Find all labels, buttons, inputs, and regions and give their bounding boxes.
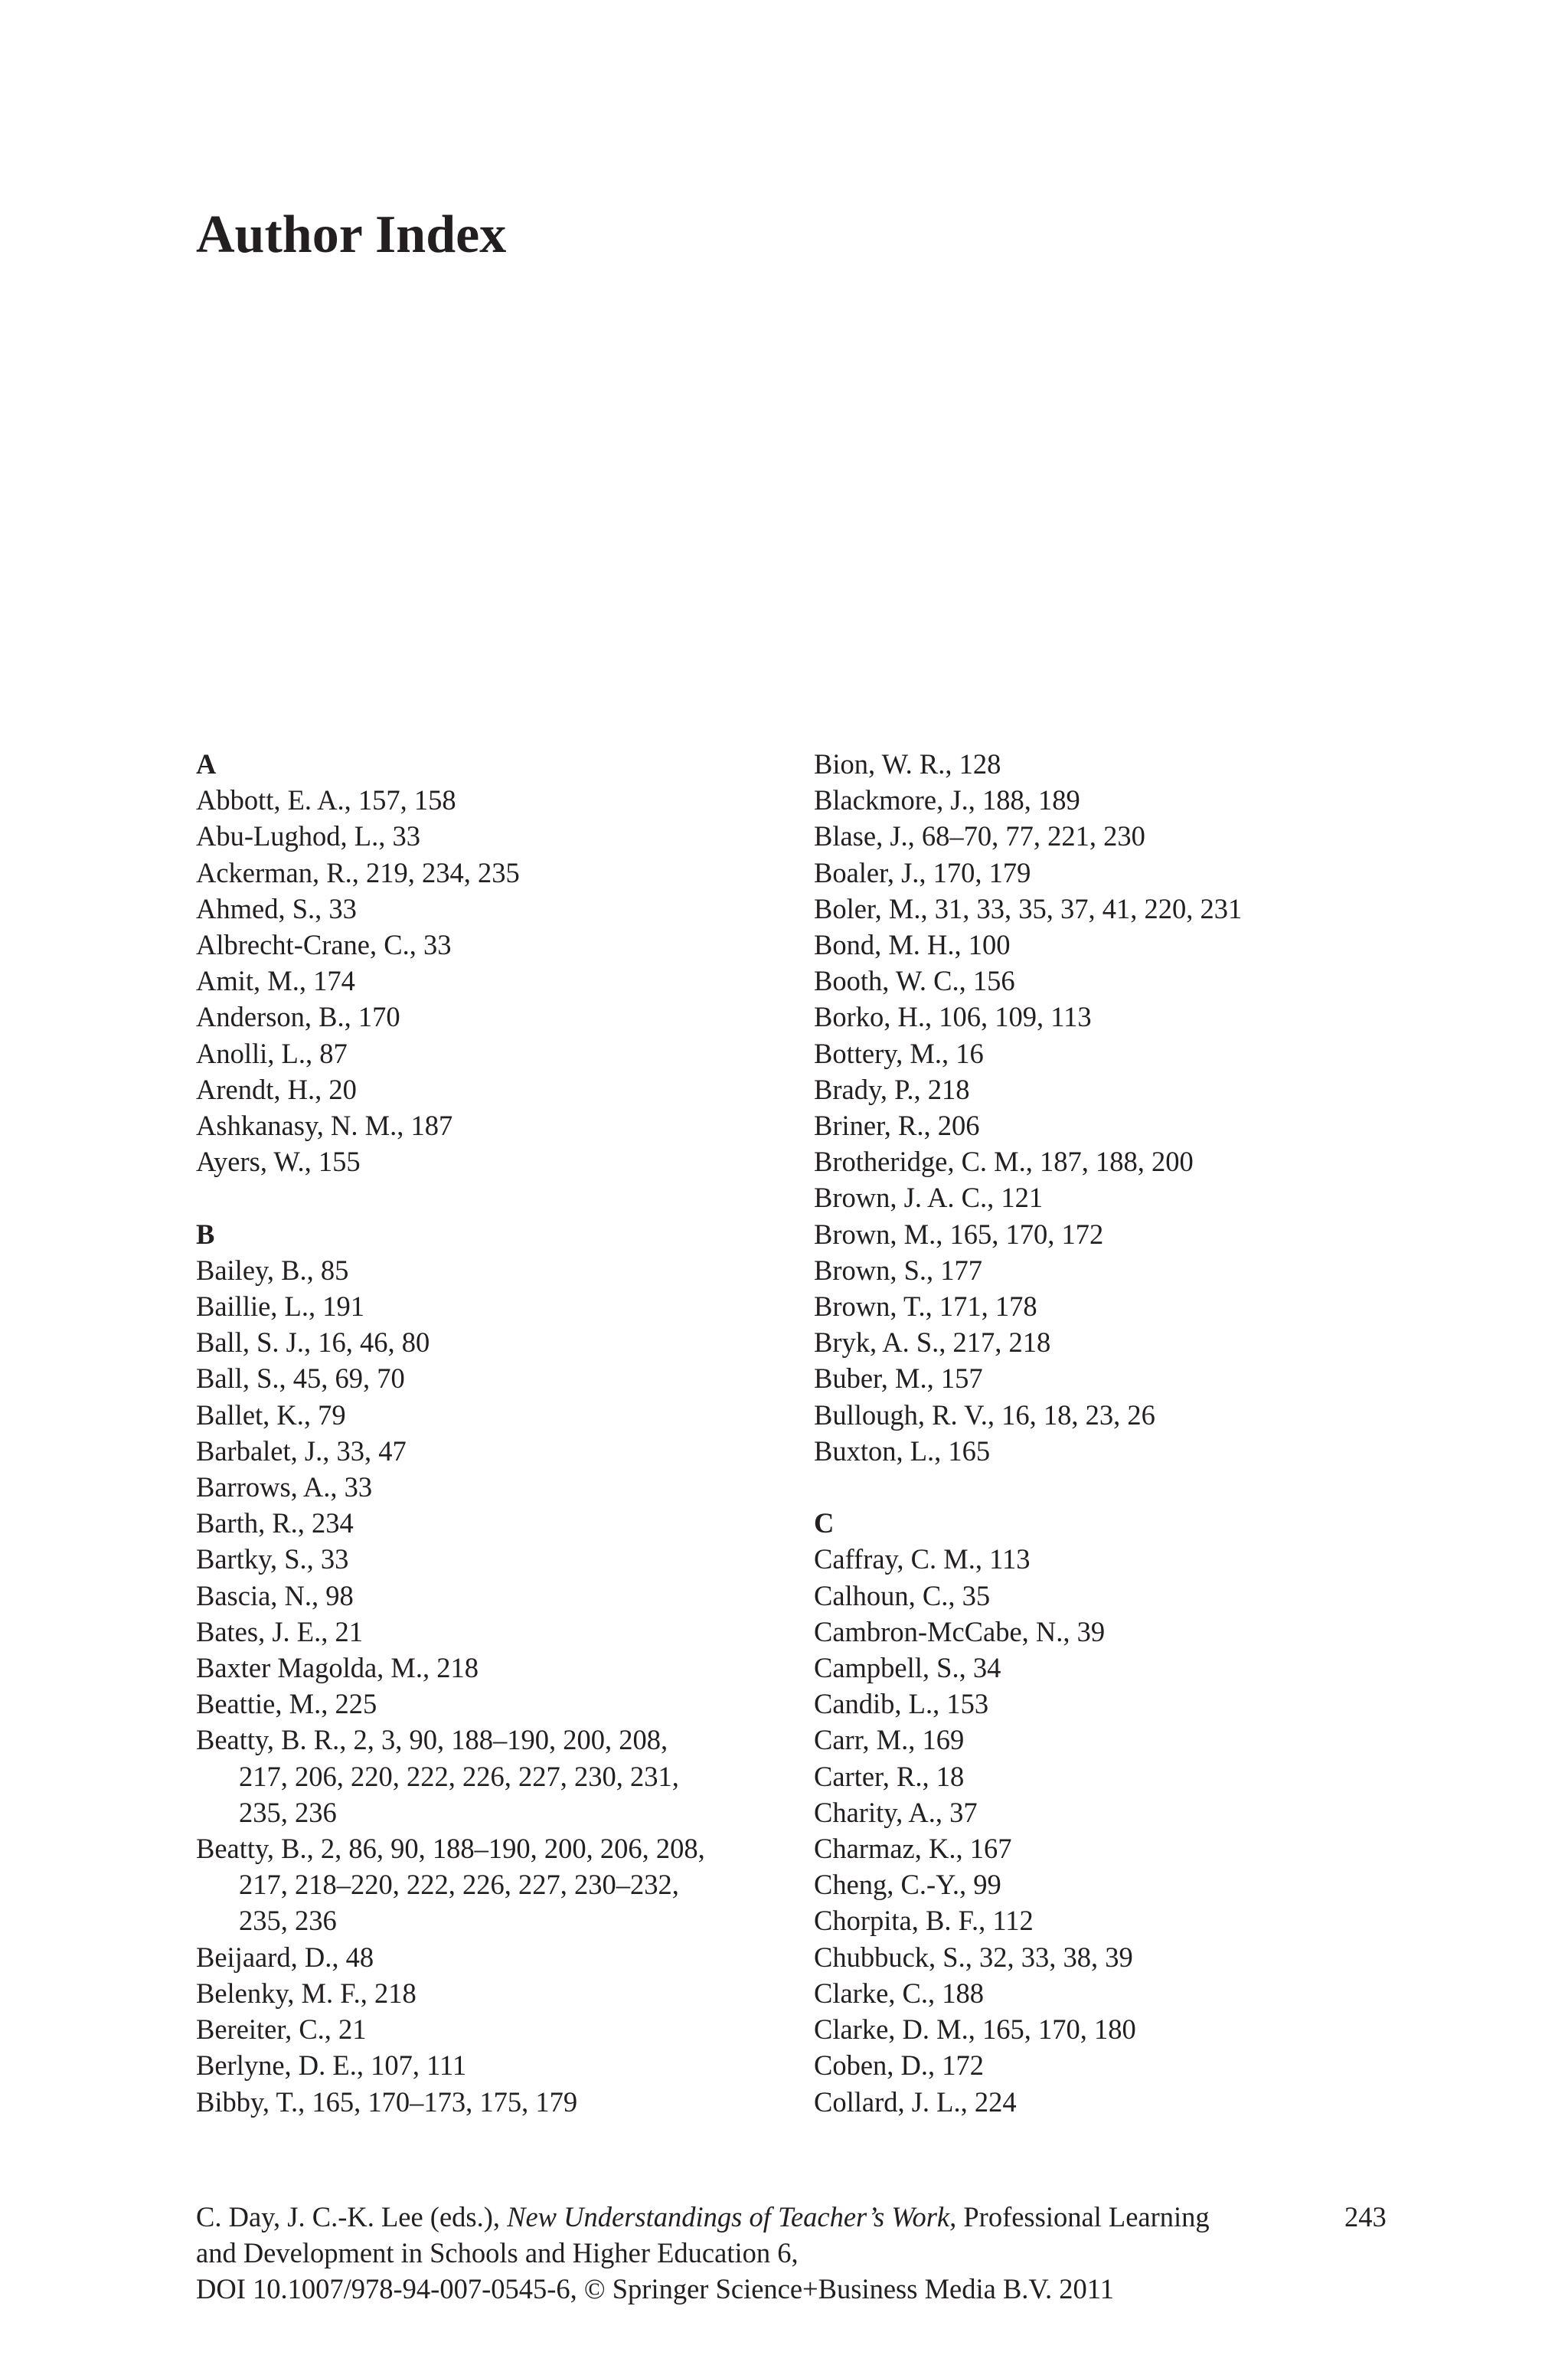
index-entry: Brown, T., 171, 178 — [814, 1290, 1037, 1323]
index-entry: Amit, M., 174 — [196, 965, 355, 997]
index-entry: Ashkanasy, N. M., 187 — [196, 1110, 453, 1142]
index-entry: Bereiter, C., 21 — [196, 2013, 367, 2046]
index-entry: Albrecht-Crane, C., 33 — [196, 929, 452, 961]
index-entry: Beatty, B., 2, 86, 90, 188–190, 200, 206, 208, — [196, 1833, 705, 1865]
footer-editors: C. Day, J. C.-K. Lee (eds.), — [196, 2201, 508, 2232]
index-entry: Arendt, H., 20 — [196, 1073, 357, 1105]
index-entry: Barrows, A., 33 — [196, 1471, 373, 1503]
index-entry: Anderson, B., 170 — [196, 1001, 400, 1033]
index-entry: Bottery, M., 16 — [814, 1037, 984, 1069]
index-entry: Campbell, S., 34 — [814, 1652, 1001, 1684]
index-entry: Barth, R., 234 — [196, 1507, 354, 1539]
section-letter: C — [814, 1507, 835, 1539]
index-entry: Brown, J. A. C., 121 — [814, 1182, 1044, 1214]
index-entry: Brown, S., 177 — [814, 1254, 983, 1286]
index-entry: Charity, A., 37 — [814, 1796, 978, 1828]
index-entry: Boaler, J., 170, 179 — [814, 856, 1031, 888]
index-entry: Charmaz, K., 167 — [814, 1833, 1012, 1865]
index-entry: Bibby, T., 165, 170–173, 175, 179 — [196, 2085, 578, 2118]
index-entry: Candib, L., 153 — [814, 1688, 989, 1720]
index-entry: Bond, M. H., 100 — [814, 929, 1011, 961]
footer-line-1 — [196, 2199, 1390, 2235]
index-entry: Collard, J. L., 224 — [814, 2085, 1017, 2118]
footer-line-3: DOI 10.1007/978-94-007-0545-6, © Springer Science+Business Media B.V. 2011 — [196, 2273, 1114, 2305]
index-entry: Abbott, E. A., 157, 158 — [196, 784, 456, 816]
index-entry: Chubbuck, S., 32, 33, 38, 39 — [814, 1941, 1133, 1973]
index-entry: Ackerman, R., 219, 234, 235 — [196, 856, 520, 888]
footer-series: Professional Learning — [956, 2201, 1210, 2232]
index-entry: Calhoun, C., 35 — [814, 1579, 991, 1611]
index-entry: Blase, J., 68–70, 77, 221, 230 — [814, 820, 1145, 852]
index-entry: Buxton, L., 165 — [814, 1434, 991, 1467]
index-entry: Bion, W. R., 128 — [814, 748, 1001, 780]
index-entry: Belenky, M. F., 218 — [196, 1977, 416, 2009]
index-entry: Ayers, W., 155 — [196, 1146, 361, 1178]
index-entry-continuation: 217, 206, 220, 222, 226, 227, 230, 231, — [239, 1760, 679, 1792]
index-entry: Clarke, D. M., 165, 170, 180 — [814, 2013, 1136, 2046]
page-number: 243 — [1344, 2201, 1387, 2232]
index-entry: Beijaard, D., 48 — [196, 1941, 374, 1973]
index-entry-continuation: 217, 218–220, 222, 226, 227, 230–232, — [239, 1869, 679, 1901]
section-gap — [196, 1179, 793, 1215]
index-column-left — [196, 746, 793, 2120]
index-entry: Chorpita, B. F., 112 — [814, 1905, 1034, 1937]
index-entry: Baxter Magolda, M., 218 — [196, 1652, 479, 1684]
index-entry: Carr, M., 169 — [814, 1724, 965, 1756]
section-letter: A — [196, 748, 217, 780]
index-entry-continuation: 235, 236 — [239, 1796, 337, 1828]
index-entry: Boler, M., 31, 33, 35, 37, 41, 220, 231 — [814, 892, 1243, 924]
index-entry: Brown, M., 165, 170, 172 — [814, 1218, 1104, 1250]
footer-line-2: and Development in Schools and Higher Education 6, — [196, 2237, 799, 2269]
page-title: Author Index — [196, 205, 507, 264]
index-column-right — [814, 746, 1411, 2120]
index-entry: Cheng, C.-Y., 99 — [814, 1869, 1001, 1901]
section-letter: B — [196, 1218, 215, 1250]
index-entry: Coben, D., 172 — [814, 2049, 985, 2082]
index-entry: Borko, H., 106, 109, 113 — [814, 1001, 1092, 1033]
index-entry: Ballet, K., 79 — [196, 1398, 346, 1431]
index-entry: Beatty, B. R., 2, 3, 90, 188–190, 200, 208, — [196, 1724, 668, 1756]
index-entry: Barbalet, J., 33, 47 — [196, 1434, 407, 1467]
index-entry: Caffray, C. M., 113 — [814, 1543, 1031, 1575]
index-entry: Bates, J. E., 21 — [196, 1615, 363, 1647]
index-entry: Briner, R., 206 — [814, 1110, 980, 1142]
index-entry: Buber, M., 157 — [814, 1362, 983, 1395]
index-entry: Beattie, M., 225 — [196, 1688, 377, 1720]
index-entry: Booth, W. C., 156 — [814, 965, 1015, 997]
index-entry: Brotheridge, C. M., 187, 188, 200 — [814, 1146, 1194, 1178]
index-entry: Blackmore, J., 188, 189 — [814, 784, 1080, 816]
index-entry: Abu-Lughod, L., 33 — [196, 820, 420, 852]
index-entry-continuation: 235, 236 — [239, 1905, 337, 1937]
index-entry: Ahmed, S., 33 — [196, 892, 357, 924]
index-entry: Clarke, C., 188 — [814, 1977, 985, 2009]
index-entry: Cambron-McCabe, N., 39 — [814, 1615, 1106, 1647]
footer-book-title: New Understandings of Teacher’s Work, — [507, 2201, 957, 2232]
index-entry: Ball, S., 45, 69, 70 — [196, 1362, 405, 1395]
index-entry: Berlyne, D. E., 107, 111 — [196, 2049, 467, 2082]
section-gap — [814, 1469, 1411, 1505]
index-entry: Bailey, B., 85 — [196, 1254, 349, 1286]
index-entry: Bartky, S., 33 — [196, 1543, 349, 1575]
index-entry: Baillie, L., 191 — [196, 1290, 364, 1323]
index-entry: Bryk, A. S., 217, 218 — [814, 1326, 1051, 1359]
index-entry: Ball, S. J., 16, 46, 80 — [196, 1326, 430, 1359]
index-entry: Carter, R., 18 — [814, 1760, 965, 1792]
index-entry: Bascia, N., 98 — [196, 1579, 354, 1611]
index-entry: Anolli, L., 87 — [196, 1037, 348, 1069]
citation-footer — [196, 2199, 1390, 2308]
index-entry: Brady, P., 218 — [814, 1073, 970, 1105]
index-entry: Bullough, R. V., 16, 18, 23, 26 — [814, 1398, 1155, 1431]
